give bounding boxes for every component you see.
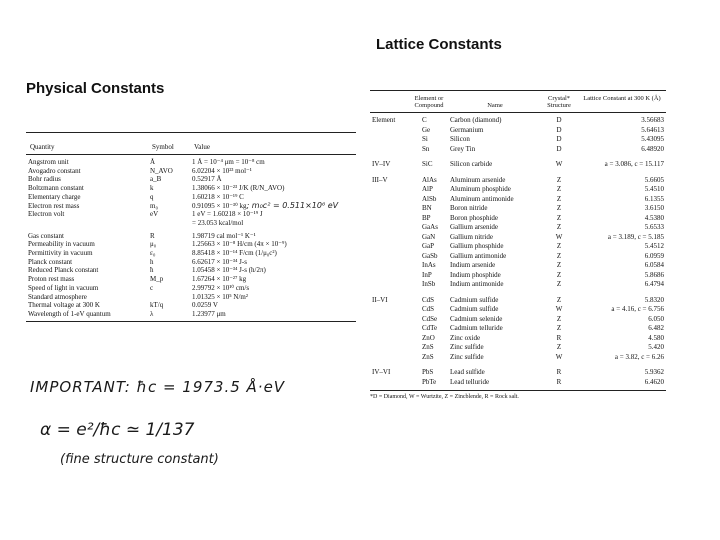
- structure-cell: W: [555, 352, 563, 361]
- header-name: Name: [487, 102, 503, 109]
- value-cell: [192, 284, 356, 293]
- table-row: [370, 271, 666, 281]
- name-cell: Boron phosphide: [450, 213, 499, 222]
- lattice-constant-cell: 5.6533: [644, 223, 664, 231]
- header-element: Element or Compound: [414, 95, 444, 109]
- structure-cell: W: [555, 160, 563, 168]
- element-cell: CdS: [422, 295, 435, 304]
- value-text: 6.02204 × 10²³ mol⁻¹: [192, 166, 252, 175]
- symbol-cell: R: [150, 231, 155, 240]
- table-row: [370, 204, 666, 214]
- table-row: [26, 310, 356, 319]
- lattice-constant-cell: 3.6150: [644, 204, 664, 212]
- name-cell: Grey Tin: [450, 144, 476, 153]
- value-text: 1 eV = 1.60218 × 10⁻¹⁹ J: [192, 210, 263, 219]
- structure-cell: W: [555, 305, 563, 313]
- value-cell: [192, 293, 356, 302]
- physical-constants-title: Physical Constants: [26, 80, 165, 97]
- structure-cell: Z: [556, 251, 562, 260]
- structure-cell: Z: [556, 314, 562, 323]
- group-cell: [370, 378, 408, 388]
- quantity-cell: Planck constant: [28, 257, 73, 266]
- value-cell: [192, 167, 356, 176]
- value-text: 8.85418 × 10⁻¹⁴ F/cm (1/μ₀c²): [192, 249, 277, 258]
- quantity-cell: Wavelength of 1-eV quantum: [28, 309, 111, 318]
- table-row: [26, 175, 356, 184]
- structure-cell: Z: [556, 343, 562, 351]
- table-rule: [370, 112, 666, 113]
- symbol-cell: a_B: [150, 175, 162, 184]
- table-row: [370, 214, 666, 224]
- element-cell: ZnS: [422, 352, 434, 361]
- value-text: 2.99792 × 10¹⁰ cm/s: [192, 283, 250, 292]
- name-cell: Gallium phosphide: [450, 242, 504, 250]
- structure-cell: Z: [556, 242, 562, 250]
- value-cell: [192, 249, 356, 258]
- lattice-constants-title: Lattice Constants: [376, 36, 502, 53]
- element-cell: CdSe: [422, 314, 438, 323]
- table-row: [26, 219, 356, 228]
- group-cell: [370, 353, 408, 363]
- element-cell: Ge: [422, 125, 431, 134]
- value-cell: [192, 184, 356, 193]
- table-row: [370, 116, 666, 126]
- table-header: [26, 133, 356, 154]
- lattice-constant-cell: a = 4.16, c = 6.756: [611, 305, 664, 313]
- table-row: [370, 126, 666, 136]
- symbol-cell: [150, 219, 192, 228]
- element-cell: BN: [422, 204, 432, 212]
- name-cell: Germanium: [450, 125, 484, 134]
- quantity-cell: Permeability in vacuum: [28, 240, 95, 249]
- group-cell: [370, 126, 408, 136]
- table-body: [26, 158, 356, 319]
- name-cell: Silicon: [450, 135, 470, 143]
- table-rule: [26, 154, 356, 155]
- value-cell: [192, 301, 356, 310]
- lattice-constant-cell: 6.1355: [644, 194, 664, 203]
- lattice-constant-cell: 5.64613: [641, 125, 664, 134]
- name-cell: Cadmium sulfide: [450, 305, 499, 313]
- quantity-cell: Electron rest mass: [28, 201, 80, 210]
- symbol-cell: M_p: [150, 275, 164, 284]
- value-cell: [192, 219, 356, 228]
- value-cell: [192, 158, 356, 167]
- table-row: [26, 232, 356, 241]
- group-cell: [370, 334, 408, 344]
- element-cell: InAs: [422, 261, 436, 269]
- header-lattice-constant: Lattice Constant at 300 K (Å): [583, 95, 661, 102]
- lattice-constant-cell: 6.4620: [644, 377, 664, 386]
- table-header: [370, 91, 666, 112]
- lattice-footnote: *D = Diamond, W = Wurtzite, Z = Zincblende, R = Rock salt.: [370, 394, 519, 400]
- value-text: 1 Å = 10⁻⁴ μm = 10⁻⁸ cm: [192, 158, 265, 166]
- value-cell: [192, 275, 356, 284]
- lattice-constant-cell: 6.050: [648, 314, 664, 323]
- symbol-cell: eV: [150, 210, 159, 219]
- quantity-cell: Speed of light in vacuum: [28, 283, 99, 292]
- element-cell: GaSb: [422, 251, 438, 260]
- lattice-constant-cell: 5.4512: [644, 242, 664, 250]
- element-cell: CdS: [422, 305, 435, 313]
- lattice-constant-cell: a = 3.82, c = 6.26: [614, 352, 664, 361]
- group-cell: [370, 280, 408, 290]
- value-text: 1.05458 × 10⁻³⁴ J-s (h/2π): [192, 266, 266, 275]
- table-row: [26, 266, 356, 275]
- lattice-constant-cell: a = 3.086, c = 15.117: [604, 160, 664, 168]
- table-row: [26, 167, 356, 176]
- table-row: [370, 353, 666, 363]
- quantity-cell: Angstrom unit: [28, 158, 69, 166]
- table-body: [370, 116, 666, 387]
- table-row: [370, 368, 666, 378]
- structure-cell: D: [556, 125, 562, 134]
- structure-cell: W: [555, 232, 563, 241]
- name-cell: Aluminum arsenide: [450, 175, 506, 184]
- name-cell: Zinc sulfide: [450, 343, 484, 351]
- name-cell: Boron nitride: [450, 204, 488, 212]
- quantity-cell: [26, 219, 150, 228]
- table-row: [26, 158, 356, 167]
- table-row: [26, 275, 356, 284]
- value-text: 1.98719 cal mol⁻¹ K⁻¹: [192, 231, 256, 240]
- table-row: [26, 284, 356, 293]
- lattice-constant-cell: 5.8320: [644, 295, 664, 304]
- lattice-constant-cell: 5.8686: [644, 270, 664, 279]
- table-row: [370, 195, 666, 205]
- symbol-cell: Å: [150, 158, 156, 166]
- quantity-cell: Boltzmann constant: [28, 184, 84, 193]
- name-cell: Cadmium sulfide: [450, 295, 499, 304]
- symbol-cell: h: [150, 257, 154, 266]
- quantity-cell: Elementary charge: [28, 192, 81, 201]
- element-cell: BP: [422, 213, 431, 222]
- table-row: [370, 315, 666, 325]
- lattice-constant-cell: 3.56683: [641, 116, 664, 124]
- group-cell: [370, 271, 408, 281]
- value-text: 1.60218 × 10⁻¹⁹ C: [192, 192, 244, 201]
- element-cell: AlAs: [422, 175, 437, 184]
- element-cell: ZnS: [422, 343, 434, 351]
- table-row: [26, 184, 356, 193]
- table-row: [26, 210, 356, 219]
- table-rule: [26, 321, 356, 322]
- lattice-constant-cell: 6.482: [648, 324, 664, 332]
- lattice-constant-cell: 6.0584: [644, 261, 664, 269]
- name-cell: Lead sulfide: [450, 368, 485, 376]
- group-cell: III–V: [372, 175, 388, 184]
- table-row: [370, 160, 666, 170]
- symbol-cell: q: [150, 192, 154, 201]
- group-cell: [370, 315, 408, 325]
- table-row: [370, 252, 666, 262]
- name-cell: Indium antimonide: [450, 280, 504, 288]
- quantity-cell: Gas constant: [28, 231, 64, 240]
- structure-cell: Z: [556, 194, 562, 203]
- table-row: [26, 240, 356, 249]
- quantity-cell: Standard atmosphere: [28, 292, 87, 301]
- table-row: [370, 185, 666, 195]
- element-cell: PbTe: [422, 377, 437, 386]
- structure-cell: Z: [556, 204, 562, 212]
- value-cell: [192, 175, 356, 184]
- structure-cell: Z: [556, 270, 562, 279]
- symbol-cell: λ: [150, 309, 154, 318]
- value-text: 1.01325 × 10⁵ N/m²: [192, 292, 248, 301]
- value-text: 0.0259 V: [192, 301, 218, 310]
- structure-cell: Z: [556, 185, 562, 193]
- name-cell: Cadmium telluride: [450, 324, 503, 332]
- symbol-cell: ε₀: [150, 249, 156, 258]
- table-row: [370, 305, 666, 315]
- element-cell: InP: [422, 270, 432, 279]
- value-text: 1.38066 × 10⁻²³ J/K (R/N_AVO): [192, 184, 285, 193]
- group-cell: [370, 324, 408, 334]
- element-cell: SiC: [422, 160, 433, 168]
- group-cell: Element: [372, 116, 396, 124]
- table-row: [370, 261, 666, 271]
- group-cell: [370, 214, 408, 224]
- structure-cell: Z: [556, 213, 562, 222]
- symbol-cell: kT/q: [150, 301, 164, 310]
- group-cell: II–VI: [372, 295, 388, 304]
- value-cell: [192, 232, 356, 241]
- handwritten-important-note: IMPORTANT: ħc = 1973.5 Å·eV: [30, 378, 286, 396]
- value-text: 0.52917 Å: [192, 175, 222, 184]
- structure-cell: R: [556, 368, 562, 376]
- element-cell: Sn: [422, 144, 430, 153]
- lattice-constant-cell: 5.9362: [644, 368, 664, 376]
- lattice-constant-cell: 6.0959: [644, 251, 664, 260]
- element-cell: GaN: [422, 232, 436, 241]
- table-row: [370, 296, 666, 306]
- table-row: [370, 223, 666, 233]
- structure-cell: R: [556, 333, 562, 342]
- value-text: 1.67264 × 10⁻²⁷ kg: [192, 275, 247, 284]
- quantity-cell: Proton rest mass: [28, 275, 75, 284]
- table-row: [370, 145, 666, 155]
- name-cell: Carbon (diamond): [450, 116, 502, 124]
- table-row: [26, 249, 356, 258]
- element-cell: InSb: [422, 280, 436, 288]
- lattice-constant-cell: 6.48920: [641, 144, 664, 153]
- structure-cell: D: [556, 144, 562, 153]
- name-cell: Gallium antimonide: [450, 251, 507, 260]
- name-cell: Aluminum phosphide: [450, 185, 511, 193]
- group-cell: [370, 145, 408, 155]
- lattice-constant-cell: 5.6605: [644, 175, 664, 184]
- header-quantity: Quantity: [30, 143, 55, 151]
- value-cell: [192, 258, 356, 267]
- group-cell: [370, 305, 408, 315]
- quantity-cell: Avogadro constant: [28, 166, 81, 175]
- table-row: [370, 378, 666, 388]
- group-cell: [370, 185, 408, 195]
- lattice-constants-table: [370, 90, 666, 400]
- lattice-constant-cell: 5.420: [648, 343, 664, 351]
- symbol-cell: c: [150, 283, 154, 292]
- value-text: 1.23977 μm: [192, 309, 226, 318]
- table-row: [26, 202, 356, 211]
- quantity-cell: Reduced Planck constant: [28, 266, 99, 275]
- structure-cell: Z: [556, 295, 562, 304]
- name-cell: Gallium nitride: [450, 232, 493, 241]
- name-cell: Indium phosphide: [450, 270, 501, 279]
- quantity-cell: Electron volt: [28, 210, 65, 219]
- element-cell: ZnO: [422, 333, 435, 342]
- element-cell: CdTe: [422, 324, 438, 332]
- table-row: [370, 324, 666, 334]
- name-cell: Zinc sulfide: [450, 352, 484, 361]
- physical-constants-table: [26, 132, 356, 322]
- lattice-constant-cell: 4.5380: [644, 213, 664, 222]
- value-text: 6.62617 × 10⁻³⁴ J-s: [192, 257, 247, 266]
- name-cell: Aluminum antimonide: [450, 194, 514, 203]
- value-cell: [192, 202, 356, 211]
- symbol-cell: [150, 293, 192, 302]
- value-text: 0.91095 × 10⁻³⁰ kg: [192, 201, 247, 210]
- value-cell: [192, 266, 356, 275]
- table-row: [370, 233, 666, 243]
- symbol-cell: m₀: [150, 201, 158, 210]
- table-row: [370, 176, 666, 186]
- element-cell: C: [422, 116, 427, 124]
- value-cell: [192, 210, 356, 219]
- structure-cell: Z: [556, 324, 562, 332]
- name-cell: Gallium arsenide: [450, 223, 499, 231]
- element-cell: GaAs: [422, 223, 438, 231]
- table-row: [370, 135, 666, 145]
- structure-cell: Z: [556, 261, 562, 269]
- group-cell: [370, 242, 408, 252]
- structure-cell: Z: [556, 280, 562, 288]
- quantity-cell: Bohr radius: [28, 175, 61, 184]
- table-row: [26, 301, 356, 310]
- value-text: = 23.053 kcal/mol: [192, 218, 244, 227]
- group-cell: [370, 195, 408, 205]
- header-structure: Crystal* Structure: [547, 95, 571, 109]
- table-row: [370, 334, 666, 344]
- handwritten-fine-structure-note: (fine structure constant): [60, 452, 219, 467]
- lattice-constant-cell: 5.4510: [644, 185, 664, 193]
- table-row: [26, 258, 356, 267]
- value-text: 1.25663 × 10⁻⁸ H/cm (4π × 10⁻⁹): [192, 240, 287, 249]
- element-cell: AlSb: [422, 194, 437, 203]
- symbol-cell: ħ: [150, 266, 154, 275]
- element-cell: Si: [422, 135, 428, 143]
- handwritten-alpha-formula: α = e²/ħc ≃ 1/137: [40, 420, 195, 440]
- group-cell: IV–IV: [372, 160, 391, 168]
- symbol-cell: N_AVO: [150, 166, 173, 175]
- group-cell: IV–VI: [372, 368, 391, 376]
- structure-cell: D: [556, 116, 562, 124]
- group-cell: [370, 135, 408, 145]
- lattice-constant-cell: 4.580: [648, 333, 664, 342]
- table-row: [370, 343, 666, 353]
- structure-cell: Z: [556, 223, 562, 231]
- value-cell: [192, 240, 356, 249]
- lattice-constant-cell: a = 3.189, c = 5.185: [607, 232, 664, 241]
- handwritten-rest-energy-note: ; m₀c² = 0.511×10⁶ eV: [246, 200, 339, 210]
- table-row: [370, 242, 666, 252]
- value-cell: [192, 310, 356, 319]
- table-row: [26, 293, 356, 302]
- symbol-cell: k: [150, 184, 154, 193]
- group-cell: [370, 204, 408, 214]
- group-cell: [370, 343, 408, 353]
- structure-cell: R: [556, 377, 562, 386]
- element-cell: AlP: [422, 185, 433, 193]
- table-row: [370, 280, 666, 290]
- name-cell: Indium arsenide: [450, 261, 496, 269]
- lattice-constant-cell: 5.43095: [641, 135, 664, 143]
- name-cell: Lead telluride: [450, 377, 490, 386]
- structure-cell: Z: [556, 175, 562, 184]
- group-cell: [370, 261, 408, 271]
- symbol-cell: μ₀: [150, 240, 157, 249]
- group-cell: [370, 233, 408, 243]
- name-cell: Zinc oxide: [450, 333, 481, 342]
- quantity-cell: Permittivity in vacuum: [28, 249, 93, 258]
- structure-cell: D: [556, 135, 562, 143]
- name-cell: Cadmium selenide: [450, 314, 503, 323]
- header-value: Value: [194, 143, 210, 151]
- header-symbol: Symbol: [152, 143, 174, 151]
- group-cell: [370, 252, 408, 262]
- lattice-constant-cell: 6.4794: [644, 280, 664, 288]
- quantity-cell: Thermal voltage at 300 K: [28, 301, 100, 310]
- element-cell: GaP: [422, 242, 435, 250]
- name-cell: Silicon carbide: [450, 160, 493, 168]
- group-cell: [370, 223, 408, 233]
- element-cell: PbS: [422, 368, 434, 376]
